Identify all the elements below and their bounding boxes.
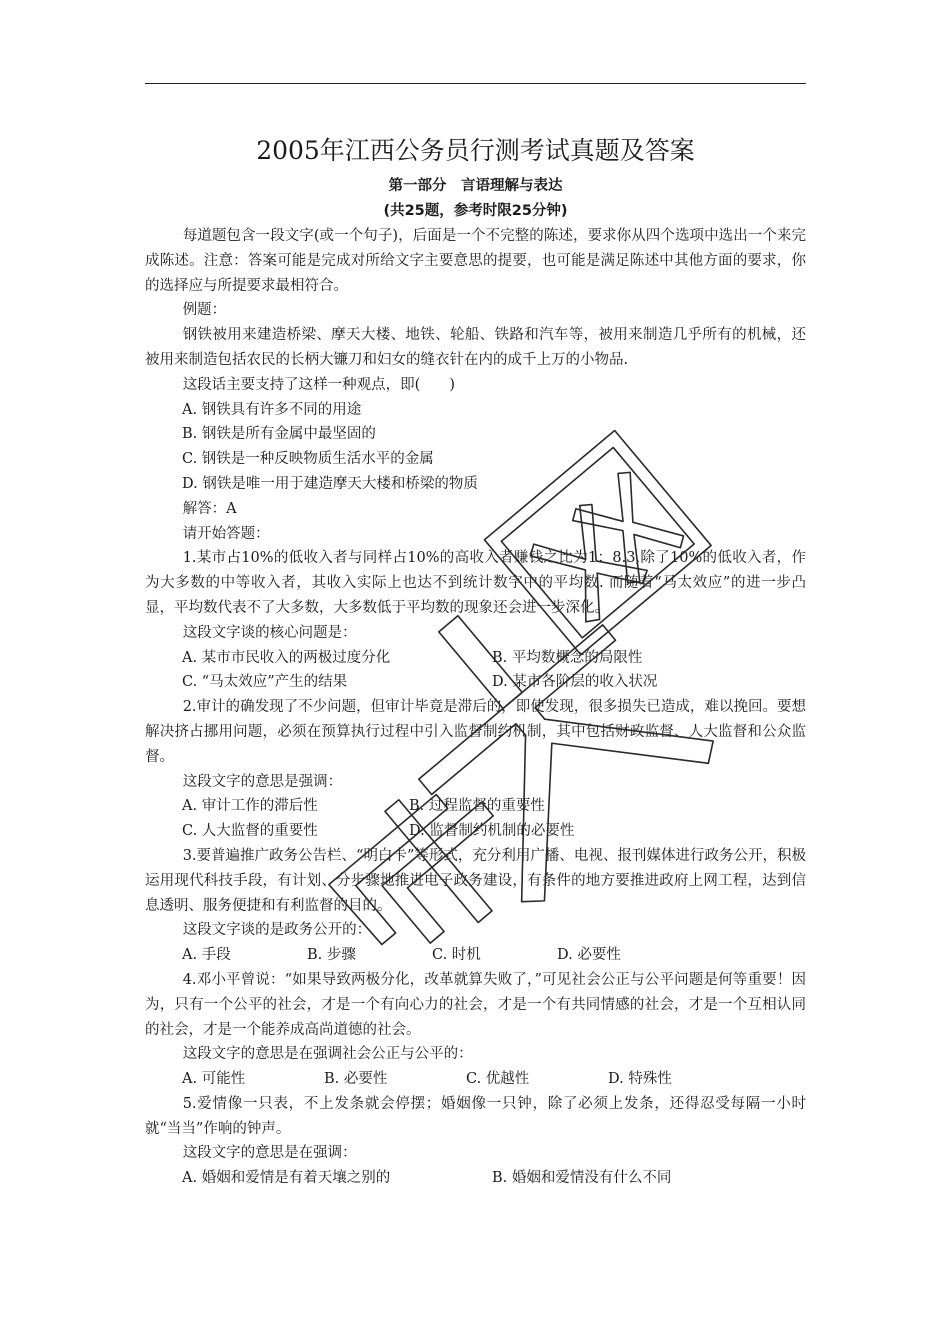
example-text: 钢铁被用来建造桥梁、摩天大楼、地铁、轮船、铁路和汽车等，被用来制造几乎所有的机械，还被用来制造包括农民的长柄大镰刀和妇女的缝衣针在内的成千上万的小物品.: [145, 327, 806, 368]
question-3-option-a: A. 手段: [182, 947, 231, 964]
question-3-option-d: D. 必要性: [557, 947, 621, 964]
example-label: 例题：: [182, 302, 227, 319]
start-label: 请开始答题：: [182, 525, 270, 542]
question-1-stem: 这段文字谈的核心问题是：: [182, 624, 357, 641]
question-4-option-d: D. 特殊性: [608, 1071, 672, 1088]
question-5-stem: 这段文字的意思是在强调：: [182, 1145, 357, 1162]
instructions: 每道题包含一段文字(或一个句子)，后面是一个不完整的陈述，要求你从四个选项中选出一个来完成陈述。注意：答案可能是完成对所给文字主要意思的提要，也可能是满足陈述中其他方面的要求，你的选择应与所提要求最相符合。: [145, 228, 806, 294]
part-heading: 第一部分 言语理解与表达: [388, 178, 563, 194]
question-2-options-row-1: [145, 794, 806, 819]
example-option-d: D. 钢铁是唯一用于建造摩天大楼和桥梁的物质: [182, 475, 478, 492]
question-1-options-row-1: [145, 646, 806, 671]
question-2-stem: 这段文字的意思是强调：: [182, 773, 343, 790]
question-2-option-b: B. 过程监督的重要性: [409, 798, 545, 815]
question-1-option-d: D. 某市各阶层的收入状况: [492, 674, 658, 691]
question-3-option-c: C. 时机: [432, 947, 481, 964]
example-option-b: B. 钢铁是所有金属中最坚固的: [182, 426, 376, 443]
question-5-options-row-1: [145, 1166, 806, 1191]
question-2-option-d: D. 监督制约机制的必要性: [409, 823, 575, 840]
question-2-text: 2.审计的确发现了不少问题，但审计毕竟是滞后的，即使发现，很多损失已造成，难以挽回。要想解决挤占挪用问题，必须在预算执行过程中引入监督制约机制，其中包括财政监督、人大监督和公众监督。: [145, 699, 806, 765]
question-3-option-b: B. 步骤: [307, 947, 356, 964]
question-3-stem: 这段文字谈的是政务公开的：: [182, 922, 372, 939]
example-question: 这段话主要支持了这样一种观点，即( ): [182, 376, 455, 393]
part-note: (共25题，参考时限25分钟): [383, 203, 568, 219]
question-3-text: 3.要普遍推广政务公告栏、“明白卡”等形式，充分利用广播、电视、报刊媒体进行政务公开，积极运用现代科技手段，有计划、分步骤地推进电子政务建设，有条件的地方要推进政府上网工程，达到信息透明、服务便捷和有利监督的目的。: [145, 847, 806, 914]
document-title: 2005年江西公务员行测考试真题及答案: [256, 136, 695, 165]
question-1-option-a: A. 某市市民收入的两极过度分化: [182, 649, 391, 666]
question-5-option-b: B. 婚姻和爱情没有什么不同: [492, 1170, 672, 1187]
question-5-option-a: A. 婚姻和爱情是有着天壤之别的: [182, 1170, 391, 1187]
question-1-option-b: B. 平均数概念的局限性: [492, 649, 643, 666]
question-2-option-c: C. 人大监督的重要性: [182, 823, 318, 840]
question-5-text: 5.爱情像一只表，不上发条就会停摆；婚姻像一只钟，除了必须上发条，还得忍受每隔一小时就“当当”作响的钟声。: [145, 1095, 806, 1137]
header-rule: [145, 83, 806, 84]
question-2-option-a: A. 审计工作的滞后性: [182, 798, 318, 815]
example-option-c: C. 钢铁是一种反映物质生活水平的金属: [182, 451, 434, 468]
document-body: [145, 132, 806, 1191]
question-1-text: 1.某市占10%的低收入者与同样占10%的高收入者赚钱之比为1：8.3,除了10%的低收入者，作为大多数的中等收入者，其收入实际上也达不到统计数字中的平均数. 而随着“马太效应”的进一步凸显，平均数代表不了大多数，大多数低于平均数的现象还会进一步深化。: [145, 550, 806, 616]
question-4-text: 4.邓小平曾说：“如果导致两极分化，改革就算失败了，”可见社会公正与公平问题是何等重要！因为，只有一个公平的社会，才是一个有向心力的社会，才是一个有共同情感的社会，才是一个互相认同的社会，才是一个能养成高尚道德的社会。: [145, 971, 806, 1038]
question-3-options: [145, 943, 806, 968]
example-option-a: A. 钢铁具有许多不同的用途: [182, 401, 362, 418]
question-1-options-row-2: [145, 670, 806, 695]
question-4-option-a: A. 可能性: [182, 1071, 246, 1088]
question-2-options-row-2: [145, 819, 806, 844]
question-4-option-c: C. 优越性: [466, 1071, 530, 1088]
example-answer: 解答：A: [182, 500, 237, 517]
question-1-option-c: C. “马太效应”产生的结果: [182, 674, 348, 691]
question-4-options: [145, 1067, 806, 1092]
question-4-option-b: B. 必要性: [324, 1071, 388, 1088]
question-4-stem: 这段文字的意思是在强调社会公正与公平的：: [182, 1046, 473, 1063]
